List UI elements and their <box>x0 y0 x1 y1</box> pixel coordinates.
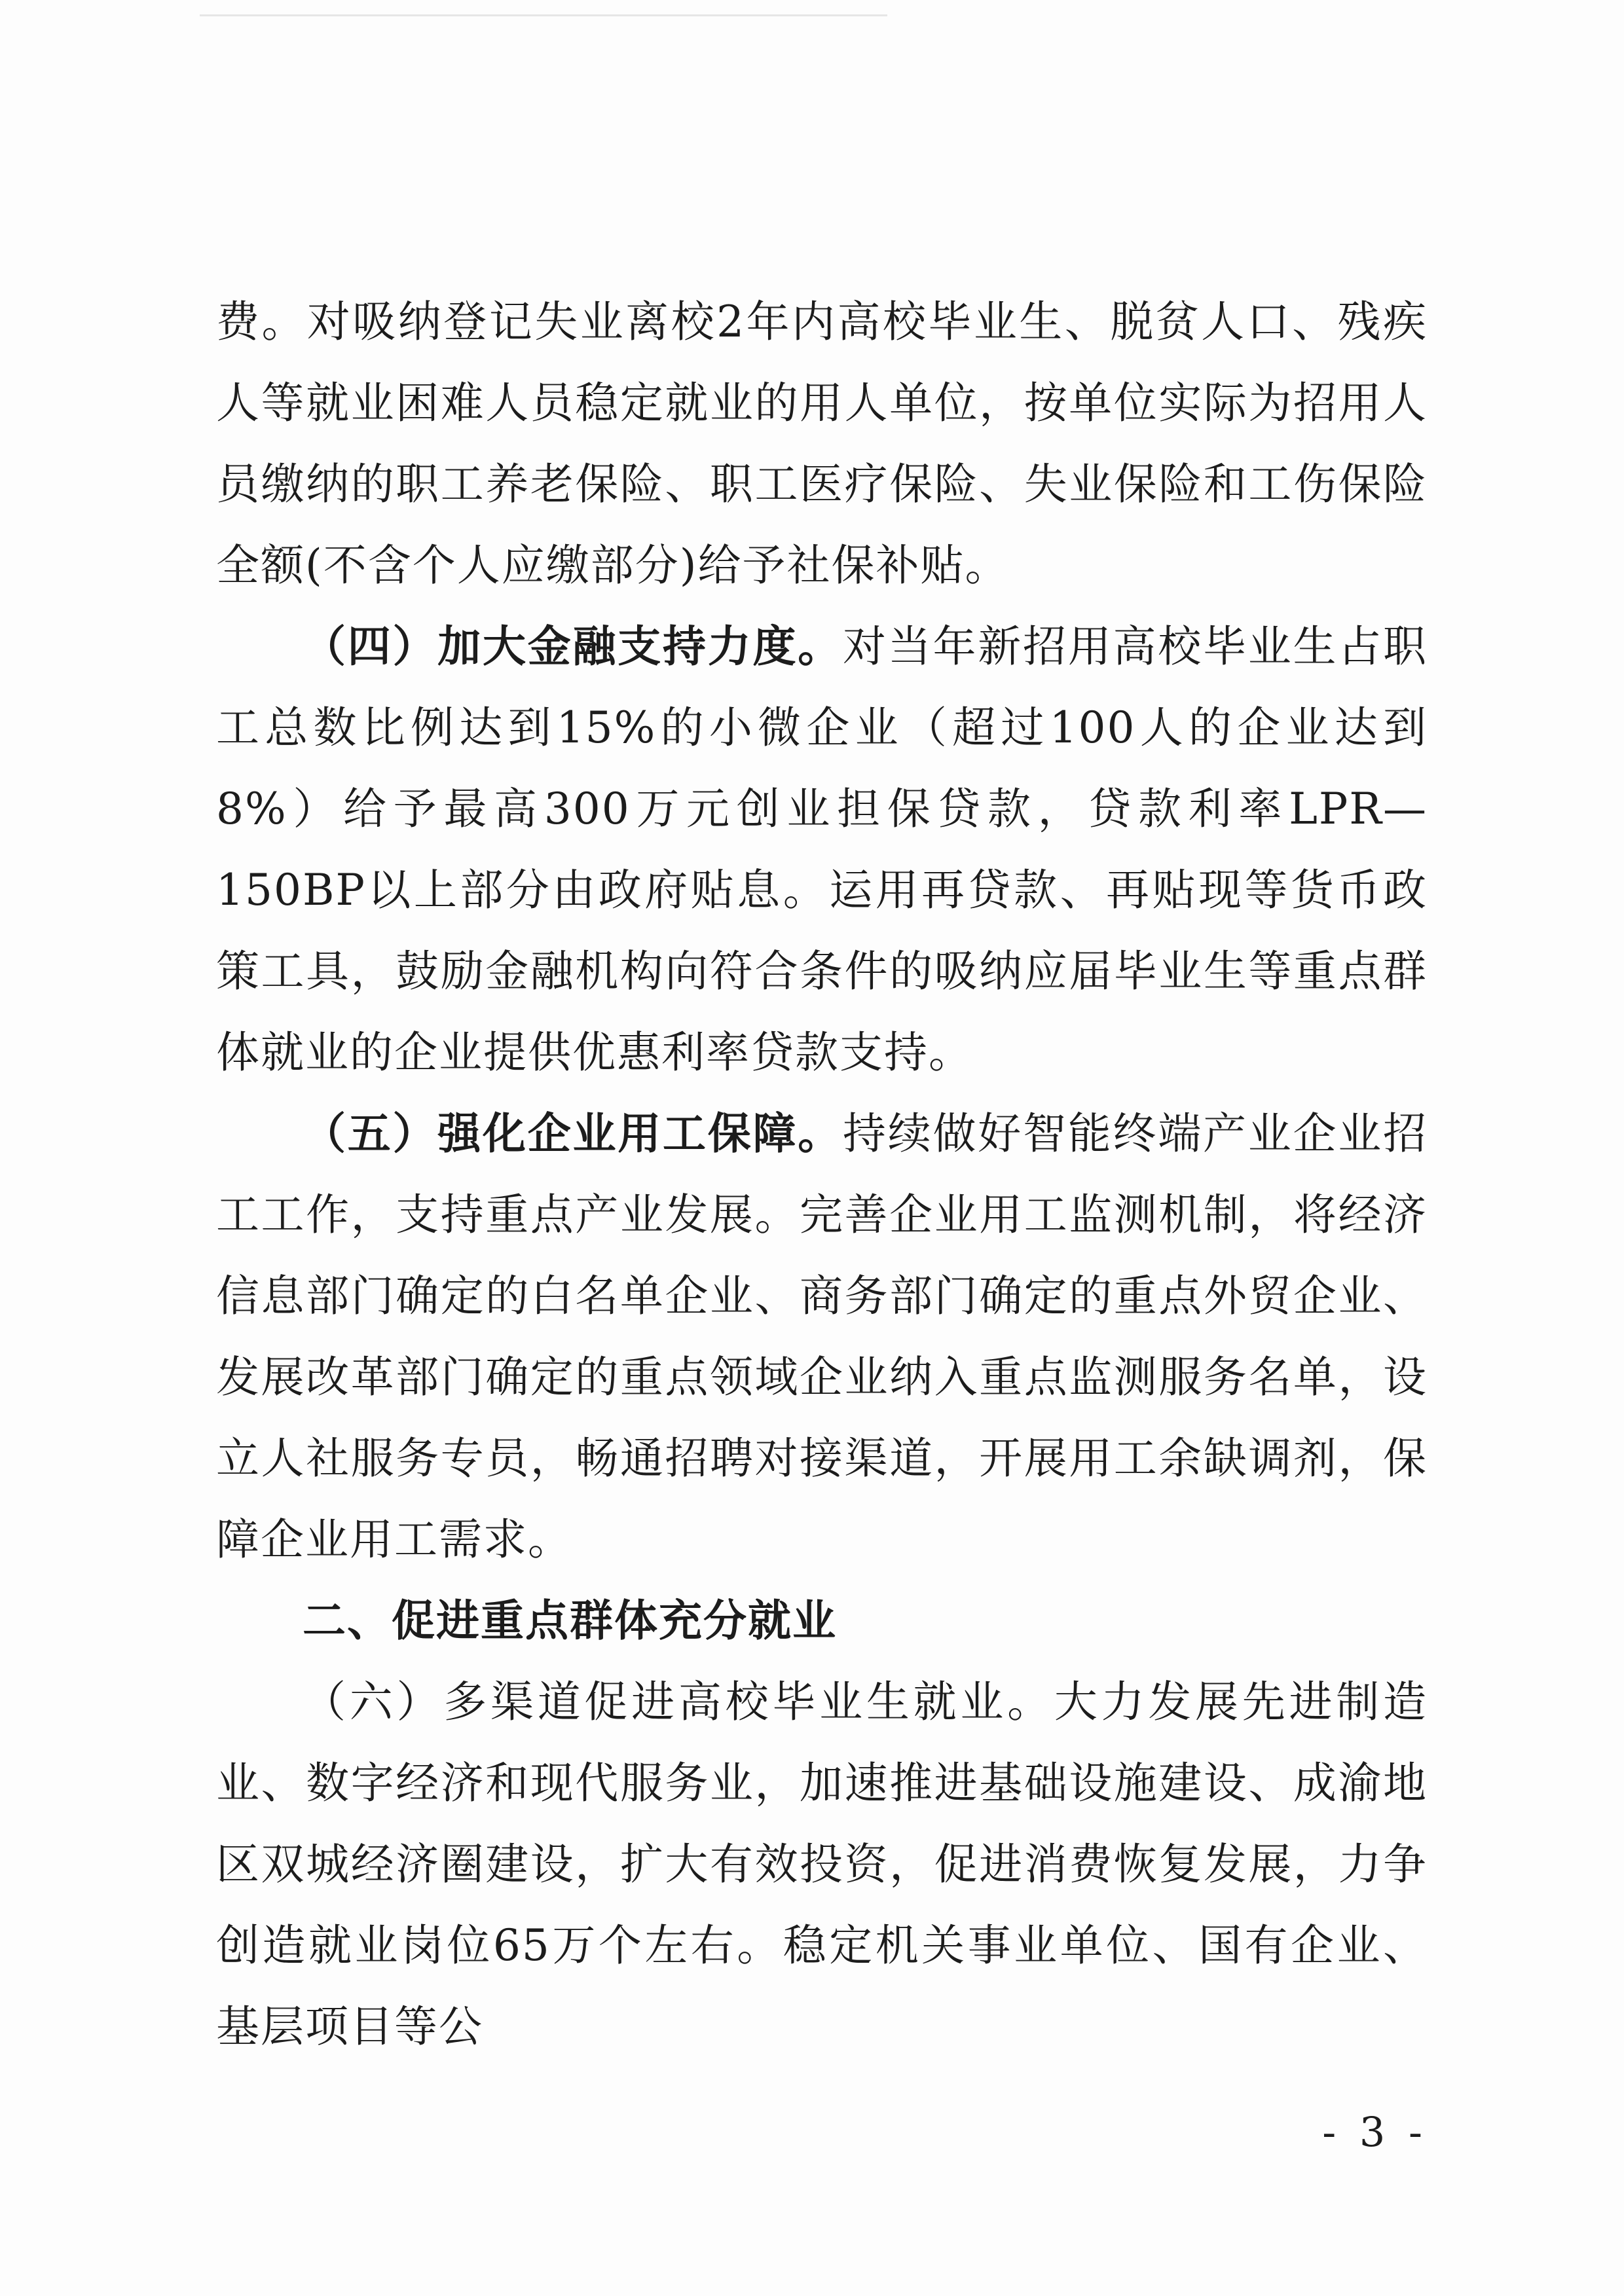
page-number: - 3 - <box>1322 2108 1428 2156</box>
section-4-lead: （四）加大金融支持力度。 <box>303 621 843 672</box>
section-6-text: 大力发展先进制造业、数字经济和现代服务业，加速推进基础设施建设、成渝地区双城经济圈建设，扩大有效投资，促进消费恢复发展，力争创造就业岗位65万个左右。稳定机关事业单位、国有企业、基层项目等公 <box>216 1677 1428 2052</box>
section-6-lead: （六）多渠道促进高校毕业生就业。 <box>303 1677 1054 1727</box>
document-body <box>216 282 1428 2068</box>
paragraph-section-6 <box>216 1662 1428 2068</box>
paragraph-section-5 <box>216 1093 1428 1580</box>
paragraph-section-4 <box>216 606 1428 1093</box>
paragraph-continuation <box>216 282 1428 606</box>
scan-mark <box>200 14 887 16</box>
section-5-text: 持续做好智能终端产业企业招工工作，支持重点产业发展。完善企业用工监测机制，将经济信息部门确定的白名单企业、商务部门确定的重点外贸企业、发展改革部门确定的重点领域企业纳入重点监测服务名单，设立人社服务专员，畅通招聘对接渠道，开展用工余缺调剂，保障企业用工需求。 <box>216 1108 1428 1565</box>
section-5-lead: （五）强化企业用工保障。 <box>303 1108 843 1159</box>
paragraph-text: 费。对吸纳登记失业离校2年内高校毕业生、脱贫人口、残疾人等就业困难人员稳定就业的用人单位，按单位实际为招用人员缴纳的职工养老保险、职工医疗保险、失业保险和工伤保险全额(不含个人应缴部分)给予社保补贴。 <box>216 297 1428 591</box>
heading-text: 二、促进重点群体充分就业 <box>303 1595 837 1646</box>
section-heading-2 <box>216 1580 1428 1662</box>
section-4-text: 对当年新招用高校毕业生占职工总数比例达到15%的小微企业（超过100人的企业达到8%）给予最高300万元创业担保贷款，贷款利率LPR—150BP以上部分由政府贴息。运用再贷款、再贴现等货币政策工具，鼓励金融机构向符合条件的吸纳应届毕业生等重点群体就业的企业提供优惠利率贷款支持。 <box>216 621 1428 1078</box>
